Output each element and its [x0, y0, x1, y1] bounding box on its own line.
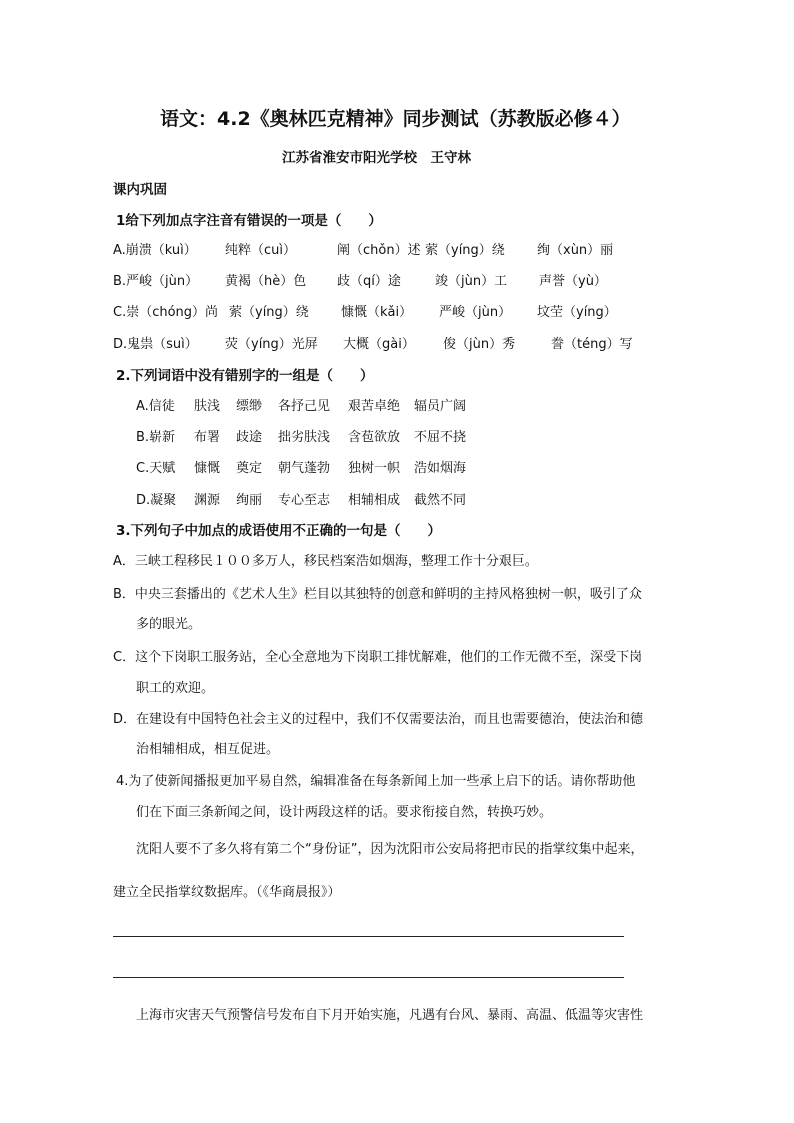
pinyin-item: 俊（jùn）秀: [443, 337, 516, 352]
pinyin-item: 慷慨（kǎi）: [341, 305, 413, 320]
question-3-option-c: C．这个下岗职工服务站，全心全意地为下岗职工排忧解难，他们的工作无微不至，深受下岗: [113, 650, 643, 665]
section-heading: 课内巩固: [113, 182, 167, 198]
word-item: 渊源: [194, 493, 221, 508]
news-item-2: 上海市灾害天气预警信号发布自下月开始实施，凡遇有台风、暴雨、高温、低温等灾害性: [136, 1008, 644, 1023]
word-item: 绚丽: [236, 493, 263, 508]
news-item-1-cont: 建立全民指掌纹数据库。（《华商晨报》）: [113, 885, 341, 900]
word-item: 慷慨: [194, 461, 221, 476]
word-item: 浩如烟海: [414, 461, 467, 476]
pinyin-item: 誊（téng）写: [551, 337, 633, 352]
question-3-stem: 3.下列句子中加点的成语使用不正确的一句是（ ）: [116, 523, 442, 539]
pinyin-item: C.崇（chóng）尚: [113, 305, 219, 320]
document-title: 语文：4.2《奥林匹克精神》同步测试（苏教版必修４）: [160, 108, 631, 130]
question-3-option-d: D．在建设有中国特色社会主义的过程中，我们不仅需要法治，而且也需要德治，使法治和德: [113, 712, 644, 727]
question-1-stem: 1给下列加点字注音有错误的一项是（ ）: [116, 213, 382, 229]
question-3-option-b-cont: 多的眼光。: [136, 617, 202, 632]
question-1-option-d: [113, 333, 633, 352]
word-item: 拙劣肤浅: [278, 430, 331, 445]
pinyin-item: 黄褐（hè）色: [225, 274, 307, 289]
pinyin-item: 严峻（jùn）: [439, 305, 512, 320]
question-2-stem: 2.下列词语中没有错别字的一组是（ ）: [116, 368, 374, 384]
word-item: 缥缈: [236, 399, 263, 414]
author-line: 江苏省淮安市阳光学校 王守林: [282, 150, 471, 166]
pinyin-item: 萦（yíng）绕: [425, 243, 505, 258]
word-item: 布署: [194, 430, 221, 445]
pinyin-item: 坟茔（yíng）: [537, 305, 617, 320]
question-1-option-b: [113, 270, 607, 289]
pinyin-item: B.严峻（jùn）: [113, 274, 199, 289]
word-item: 肤浅: [194, 399, 221, 414]
word-item: D.凝聚: [136, 493, 177, 508]
word-item: 歧途: [236, 430, 263, 445]
question-2-option-c: [136, 457, 466, 476]
answer-line: [113, 936, 624, 937]
pinyin-item: 萦（yíng）绕: [229, 305, 309, 320]
pinyin-item: 竣（jùn）工: [435, 274, 508, 289]
pinyin-item: 阐（chǒn）述: [337, 243, 421, 258]
pinyin-item: 绚（xùn）丽: [537, 243, 614, 258]
word-item: 相辅相成: [348, 493, 401, 508]
question-1-option-c: [113, 301, 617, 320]
word-item: 不屈不挠: [414, 430, 467, 445]
word-item: 朝气蓬勃: [278, 461, 331, 476]
word-item: 独树一帜: [348, 461, 401, 476]
question-2-option-b: [136, 426, 466, 445]
pinyin-item: A.崩溃（kuì）: [113, 243, 197, 258]
pinyin-item: 声誉（yù）: [539, 274, 607, 289]
answer-line: [113, 977, 624, 978]
word-item: 艰苦卓绝: [348, 399, 401, 414]
pinyin-item: 荧（yíng）光屏: [225, 337, 318, 352]
question-3-option-c-cont: 职工的欢迎。: [136, 681, 215, 696]
word-item: 各抒己见: [278, 399, 331, 414]
pinyin-item: 大概（gài）: [343, 337, 415, 352]
question-3-option-b: B．中央三套播出的《艺术人生》栏目以其独特的创意和鲜明的主持风格独树一帜，吸引了众: [113, 587, 642, 602]
word-item: 截然不同: [414, 493, 467, 508]
word-item: 奠定: [236, 461, 263, 476]
question-3-option-a: A．三峡工程移民１００多万人，移民档案浩如烟海，整理工作十分艰巨。: [113, 554, 538, 569]
news-item-1: 沈阳人要不了多久将有第二个“身份证”，因为沈阳市公安局将把市民的指掌纹集中起来，: [136, 842, 644, 857]
word-item: A.信徒: [136, 399, 175, 414]
word-item: C.天赋: [136, 461, 176, 476]
pinyin-item: 纯粹（cuì）: [225, 243, 296, 258]
question-4-stem: 4.为了使新闻播报更加平易自然，编辑准备在每条新闻上加一些承上启下的话。请你帮助他: [116, 774, 636, 789]
question-1-option-a: [113, 239, 613, 258]
question-4-stem-cont: 们在下面三条新闻之间，设计两段这样的话。要求衔接自然，转换巧妙。: [136, 805, 553, 820]
pinyin-item: 歧（qí）途: [337, 274, 401, 289]
word-item: B.崭新: [136, 430, 176, 445]
pinyin-item: D.鬼祟（suì）: [113, 337, 198, 352]
word-item: 专心至志: [278, 493, 331, 508]
question-2-option-d: [136, 489, 466, 508]
word-item: 含苞欲放: [348, 430, 401, 445]
question-2-option-a: [136, 395, 466, 414]
word-item: 辐员广阔: [414, 399, 467, 414]
question-3-option-d-cont: 治相辅相成，相互促进。: [136, 742, 280, 757]
